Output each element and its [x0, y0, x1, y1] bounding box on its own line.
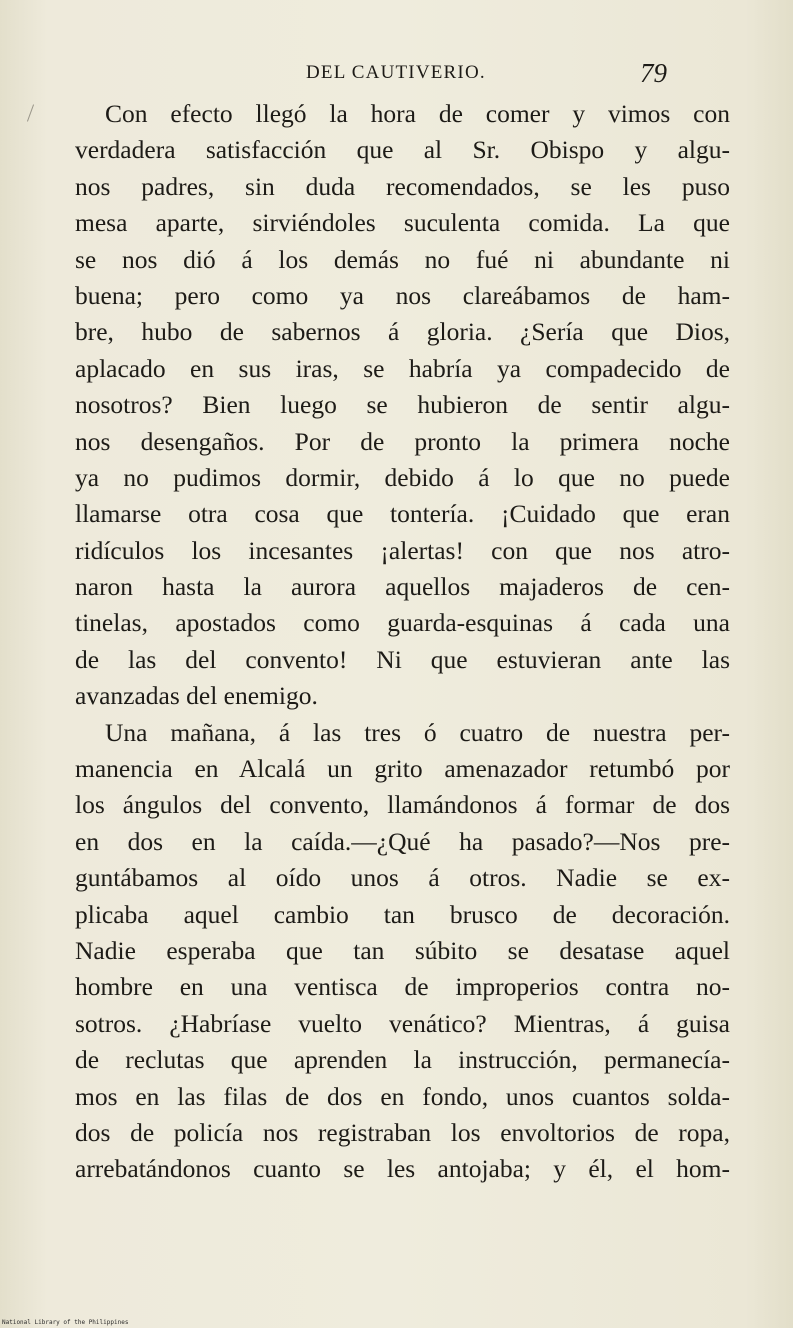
text-line: se nos dió á los demás no fué ni abundante ni — [75, 244, 730, 274]
page-header — [0, 58, 793, 90]
text-line: Con efecto llegó la hora de comer y vimos con — [105, 99, 730, 128]
text-line: tinelas, apostados como guarda-esquinas á cada una — [75, 608, 730, 638]
text-line: ya no pudimos dormir, debido á lo que no puede — [75, 462, 730, 492]
text-line: aplacado en sus iras, se habría ya compadecido de — [75, 353, 730, 383]
text-line: guntábamos al oído unos á otros. Nadie se ex- — [75, 863, 730, 893]
text-line: de reclutas que aprenden la instrucción, permanecía- — [75, 1045, 730, 1075]
text-line: dos de policía nos registraban los envoltorios de ropa, — [75, 1117, 730, 1147]
text-line: llamarse otra cosa que tontería. ¡Cuidado que eran — [75, 499, 730, 529]
text-line: mesa aparte, sirviéndoles suculenta comida. La que — [75, 208, 730, 238]
text-line: plicaba aquel cambio tan brusco de decoración. — [75, 899, 730, 929]
text-line: Nadie esperaba que tan súbito se desatase aquel — [75, 935, 730, 965]
text-line: arrebatándonos cuanto se les antojaba; y él, el hom- — [75, 1154, 730, 1184]
text-line: mos en las filas de dos en fondo, unos cuantos solda- — [75, 1081, 730, 1111]
paragraph-2 — [75, 715, 730, 1188]
text-line: hombre en una ventisca de improperios contra no- — [75, 972, 730, 1002]
text-line: buena; pero como ya nos clareábamos de ham- — [75, 280, 730, 310]
text-line: Una mañana, á las tres ó cuatro de nuestra per- — [105, 717, 730, 747]
page-number: 79 — [640, 58, 667, 88]
text-line: en dos en la caída.—¿Qué ha pasado?—Nos pre- — [75, 826, 730, 856]
text-line: nos desengaños. Por de pronto la primera noche — [75, 426, 730, 456]
paragraph-1 — [75, 96, 730, 715]
text-line: manencia en Alcalá un grito amenazador retumbó por — [75, 754, 730, 784]
text-line: ridículos los incesantes ¡alertas! con que nos atro- — [75, 535, 730, 565]
running-title: DEL CAUTIVERIO. — [306, 62, 486, 83]
text-line: naron hasta la aurora aquellos majaderos de cen- — [75, 572, 730, 602]
text-line: avanzadas del enemigo. — [75, 681, 318, 711]
text-line: verdadera satisfacción que al Sr. Obispo y algu- — [75, 135, 730, 165]
text-line: nos padres, sin duda recomendados, se les puso — [75, 171, 730, 201]
margin-pencil-mark — [27, 104, 34, 121]
body-text — [75, 96, 730, 1188]
text-line: sotros. ¿Habríase vuelto venático? Mientras, á guisa — [75, 1008, 730, 1038]
text-line: nosotros? Bien luego se hubieron de sentir algu- — [75, 390, 730, 420]
text-line: los ángulos del convento, llamándonos á formar de dos — [75, 790, 730, 820]
text-line: bre, hubo de sabernos á gloria. ¿Sería que Dios, — [75, 317, 730, 347]
library-credit: National Library of the Philippines — [2, 1319, 129, 1326]
text-line: de las del convento! Ni que estuvieran ante las — [75, 644, 730, 674]
